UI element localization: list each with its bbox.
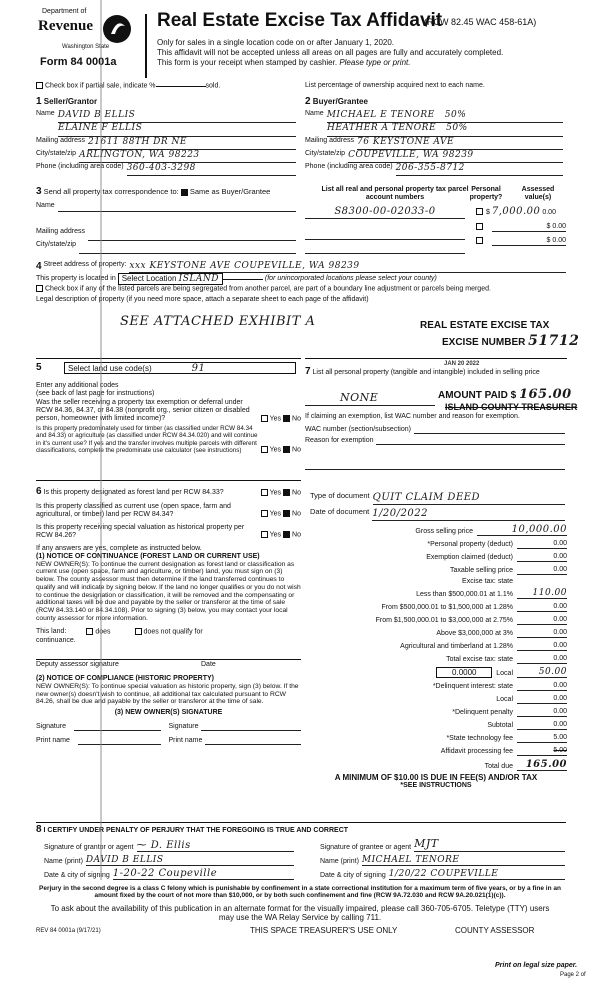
notice-1-title: (1) NOTICE OF CONTINUANCE (FOREST LAND OR CURRENT USE) <box>36 552 260 560</box>
new-owner-title: (3) NEW OWNER(S) SIGNATURE <box>114 709 223 717</box>
reason-row: Reason for exemption <box>305 437 565 445</box>
wac-row: WAC number (section/subsection) <box>305 426 565 434</box>
amount-paid: AMOUNT PAID $ 165.00 <box>438 387 572 402</box>
seller-name-1[interactable]: DAVID B ELLIS <box>58 110 296 123</box>
new-owner-signature-2[interactable] <box>201 723 301 731</box>
assessed-value-2[interactable]: $ 0.00 <box>492 223 566 232</box>
if-yes-note: If any answers are yes, complete as instructed below. <box>36 544 202 552</box>
buyer-name-1[interactable]: MICHAEL E TENORE 50% <box>327 110 563 123</box>
personal-checkbox-2[interactable] <box>476 223 485 231</box>
delinquent-interest-local[interactable]: 0.00 <box>517 695 567 704</box>
segregated-checkbox[interactable] <box>36 285 43 292</box>
notice-1-text: NEW OWNER(S): To continue the current designation as forest land or classification as current use (open space, farm and agriculture, or timber) land, you must sign on (3) below. The county assessor must then determine if the land transferred continues to qualify and will indicate by signing below. If the land no longer qualifies or you do not wish to continue the designation or classification, it will be removed and the compensating or additional taxes will be due and payable by the seller or transferor at the time of sale (RCW 84.33.140 or 84.34.108). Prior to signing (3) below, you may contact your local county assessor for more information. <box>36 560 301 622</box>
personal-checkbox-3[interactable] <box>476 237 485 245</box>
current-use-yes-checkbox[interactable] <box>261 510 268 517</box>
taxable-selling-price[interactable]: 0.00 <box>517 566 567 575</box>
grantee-block: Signature of grantee or agent MJT Name (print) MICHAEL TENORE Date & city of signing 1/20/22 COUPEVILLE <box>320 838 565 880</box>
legal-paper-note: Print on legal size paper. <box>495 962 578 969</box>
grantee-print-name[interactable]: MICHAEL TENORE <box>362 855 565 866</box>
assessed-header: Assessed value(s) <box>521 186 555 202</box>
perjury-notice: Perjury in the second degree is a class C felony which is punishable by confinement in a state correctional institution for a maximum term of five years, or by a fine in an amount fixed by the court of not more than $10,000, or by both such confinement and fine (RCW 9A.72.030 and RCW 9A.20.021(1)(c)). <box>39 885 561 900</box>
total-due[interactable]: 165.00 <box>517 759 567 772</box>
accessibility-notice: To ask about the availability of this publication in an alternate format for the visually impaired, please call 360-705-6705. Teletype (TTY) users may use the WA Relay Service by calling 711. <box>50 904 550 923</box>
current-use-no-checkbox[interactable] <box>283 510 290 517</box>
delinquent-penalty[interactable]: 0.00 <box>517 708 567 717</box>
tax-bracket-3[interactable]: 0.00 <box>517 616 567 625</box>
continuance-label: continuance. <box>36 636 76 644</box>
fold-line <box>100 0 102 880</box>
reason-field[interactable] <box>376 437 565 445</box>
form-number: Form 84 0001a <box>40 56 117 68</box>
historic-question: Is this property receiving special valuation as historical property per RCW 84.26? Yes No <box>36 523 301 539</box>
received-date-stamp: JAN 20 2022 <box>444 361 480 367</box>
timber-yes-checkbox[interactable] <box>261 446 268 453</box>
s3-city-label: City/state/zip <box>36 241 77 248</box>
timber-question: Is this property predominately used for timber (as classified under RCW 84.34 and 84.33) or agriculture (as classified under RCW 84.34.020) and will continue in it's current use? If yes and the transfer involves multiple parcels with different classifications, complete the predominate use calculator (see instructions) Yes No <box>36 425 301 454</box>
forest-no-checkbox[interactable] <box>283 489 290 496</box>
doc-date-row: Date of document 1/20/2022 <box>310 508 565 521</box>
section-7-top <box>305 358 567 359</box>
buyer-phone[interactable]: 206-355-8712 <box>396 163 563 176</box>
state-label: Washington State <box>62 44 110 50</box>
page-number: Page 2 of <box>560 972 586 978</box>
assessed-value-3[interactable]: $ 0.00 <box>492 237 566 246</box>
reason-field-2[interactable] <box>305 460 565 470</box>
header-line-2: This affidavit will not be accepted unless all areas on all pages are fully and accurately completed. <box>157 48 504 57</box>
current-use-question: Is this property classified as current use (open space, farm and agricultural, or timber) land per RCW 84.34? Yes No <box>36 502 301 518</box>
s3-name-label: Name <box>36 202 55 209</box>
revenue-emblem-icon <box>102 14 132 44</box>
assessor-space: COUNTY ASSESSOR <box>455 926 535 935</box>
seller-name-label: Name <box>36 110 55 117</box>
deputy-signature-label: Deputy assessor signature <box>36 660 119 668</box>
affidavit-fee[interactable]: 5.00 <box>517 747 567 756</box>
exemption-yes-checkbox[interactable] <box>261 415 268 422</box>
buyer-city[interactable]: COUPEVILLE, WA 98239 <box>348 150 563 163</box>
see-instructions: *SEE INSTRUCTIONS <box>400 782 472 790</box>
personal-property-deduct[interactable]: 0.00 <box>517 540 567 549</box>
new-owner-print-2[interactable] <box>205 737 301 745</box>
tax-bracket-2[interactable]: 0.00 <box>517 603 567 612</box>
partial-sale: Check box if partial sale, indicate % sold. <box>36 82 220 90</box>
buyer-name-2[interactable]: HEATHER A TENORE 50% <box>327 123 563 137</box>
revision-label: REV 84 0001a (9/17/21) <box>36 928 101 934</box>
excise-number-row: EXCISE NUMBER 51712 <box>442 333 580 349</box>
location-row: This property is located in Select Location ISLAND (for unincorporated locations please select your county) <box>36 274 437 284</box>
section-6-top <box>36 480 301 481</box>
tax-bracket-4[interactable]: 0.00 <box>517 629 567 638</box>
document-date[interactable]: 1/20/2022 <box>372 508 565 521</box>
treasurer-space: THIS SPACE TREASURER'S USE ONLY <box>250 926 398 935</box>
additional-codes-label: Enter any additional codes <box>36 382 119 389</box>
new-owner-print-1[interactable] <box>78 737 161 745</box>
grantor-block: Signature of grantor or agent ⁓ D. Ellis Name (print) DAVID B ELLIS Date & city of signing 1-20-22 Coupeville <box>44 838 294 880</box>
dept-label: Department of <box>42 8 87 15</box>
legal-description[interactable]: SEE ATTACHED EXHIBIT A <box>120 314 316 329</box>
historic-no-checkbox[interactable] <box>283 531 290 538</box>
buyer-mail-label: Mailing address <box>305 137 355 144</box>
buyer-heading: 2 Buyer/Grantee <box>305 96 368 107</box>
seller-mailing-address[interactable]: 21611 88TH DR NE <box>88 137 296 150</box>
land-use-select[interactable]: Select land use code(s) 91 <box>64 362 296 374</box>
delinquent-interest-state[interactable]: 0.00 <box>517 682 567 691</box>
forest-question: 6 Is this property designated as forest land per RCW 84.33? Yes No <box>36 486 301 497</box>
technology-fee[interactable]: 5.00 <box>517 734 567 743</box>
seller-heading: 1 Seller/Grantor <box>36 96 98 107</box>
personal-property-header: Personal property? <box>469 186 503 202</box>
deputy-row <box>36 659 301 669</box>
tax-bracket-1[interactable]: 110.00 <box>517 588 567 599</box>
buyer-name-label: Name <box>305 110 324 117</box>
doc-type-row: Type of document QUIT CLAIM DEED <box>310 492 565 505</box>
new-owner-sig-row: Signature Signature <box>36 723 301 731</box>
historic-yes-checkbox[interactable] <box>261 531 268 538</box>
s3-mail-label: Mailing address <box>36 228 86 235</box>
wac-number-field[interactable] <box>414 426 565 434</box>
location-select[interactable]: Select Location ISLAND <box>118 273 223 285</box>
parcel-number-1[interactable]: S8300-00-02033-0 <box>305 206 465 219</box>
exemption-deduct[interactable]: 0.00 <box>517 553 567 562</box>
subtotal[interactable]: 0.00 <box>517 721 567 730</box>
section-7-label: 7 List all personal property (tangible and intangible) included in selling price <box>305 366 540 377</box>
parcel-header: List all real and personal property tax parcel account numbers <box>321 186 469 202</box>
segregated-row: Check box if any of the listed parcels are being segregated from another parcel, are part of a boundary line adjustment or parcels being merged. <box>36 285 491 293</box>
revenue-label: Revenue <box>38 18 93 34</box>
seller-mail-label: Mailing address <box>36 137 86 144</box>
seller-phone[interactable]: 360-403-3298 <box>127 163 296 176</box>
timber-no-checkbox[interactable] <box>283 446 290 453</box>
forest-yes-checkbox[interactable] <box>261 489 268 496</box>
header-divider <box>145 14 147 78</box>
revenue-logo <box>32 8 132 78</box>
buyer-mailing-address[interactable]: 76 KEYSTONE AVE <box>357 137 563 150</box>
document-type[interactable]: QUIT CLAIM DEED <box>373 492 565 505</box>
gross-selling-price[interactable]: 10,000.00 <box>477 524 567 537</box>
section-5-heading: 5 <box>36 362 42 373</box>
excise-stamp-label: REAL ESTATE EXCISE TAX <box>420 320 550 331</box>
grantee-signature[interactable]: MJT <box>414 838 565 852</box>
same-as-buyer-checkbox[interactable] <box>181 189 188 196</box>
ownership-note: List percentage of ownership acquired next to each name. <box>305 82 485 89</box>
certify-statement: 8 I CERTIFY UNDER PENALTY OF PERJURY THAT THE FOREGOING IS TRUE AND CORRECT <box>36 824 349 835</box>
new-owner-print-row: Print name Print name <box>36 737 301 745</box>
section-8-top <box>36 822 566 823</box>
property-street-address[interactable]: xxx KEYSTONE AVE COUPEVILLE, WA 98239 <box>129 261 566 273</box>
legal-description-label: Legal description of property (if you need more space, attach a separate sheet to each page of the affidavit) <box>36 296 369 303</box>
s3-mail-field[interactable] <box>88 228 296 241</box>
partial-sale-checkbox[interactable] <box>36 82 43 89</box>
buyer-city-label: City/state/zip <box>305 150 346 157</box>
notice-2-title: (2) NOTICE OF COMPLIANCE (HISTORIC PROPERTY) <box>36 674 214 682</box>
section-5-body <box>36 382 301 454</box>
personal-property-list[interactable]: NONE <box>305 392 435 406</box>
grantor-signature[interactable]: ⁓ D. Ellis <box>137 840 294 853</box>
exemption-instruction: If claiming an exemption, list WAC number and reason for exemption. <box>305 413 520 420</box>
deputy-date-label: Date <box>201 660 216 668</box>
tax-agricultural[interactable]: 0.00 <box>517 642 567 651</box>
land-does-checkbox[interactable] <box>86 628 93 635</box>
header-line-3: This form is your receipt when stamped by cashier. Please type or print. <box>157 58 411 67</box>
exemption-no-checkbox[interactable] <box>283 415 290 422</box>
tax-calculation: Gross selling price 10,000.00 *Personal property (deduct) 0.00 Exemption claimed (deduct) 0.00 Taxable selling price 0.00 Excise tax: state Less than $500,000.01 at 1.1% 110.00 From $500,000.01 to $1,500,000 at 1.28% 0.00 From $1,500,000.01 to $3,000,000 at 2.75% 0.00 Above $3,000,000 at 3% 0.00 Agricultural and timberland at 1.28% 0.00 Total excise tax: state 0.00 0.0000 Local 50.00 *Delinquent interest: state 0.00 Local 0.00 *Delinquent penalty 0.00 Subtotal 0.00 *State technology fee 5.00 Affidavit processing fee 5.00 Total due 165.00 A MINIMUM OF $10.00 IS DUE IN FEE(S) AND/OR TAX *SEE INSTRUCTIONS <box>305 522 567 790</box>
seller-phone-label: Phone (including area code) <box>36 163 124 170</box>
section-3-label: 3 Send all property tax correspondence to: Same as Buyer/Grantee <box>36 186 271 197</box>
assessed-value-1[interactable]: $ 7,000.00 0.00 <box>486 206 556 217</box>
s3-name-field[interactable] <box>58 202 296 212</box>
seller-city-label: City/state/zip <box>36 150 77 157</box>
section-3-address <box>36 202 296 254</box>
new-owner-signature-1[interactable] <box>74 723 161 731</box>
street-address-row: 4 Street address of property: xxx KEYSTONE AVE COUPEVILLE, WA 98239 <box>36 261 566 273</box>
grantor-print-name[interactable]: DAVID B ELLIS <box>86 855 294 866</box>
seller-block <box>36 110 296 176</box>
total-excise-state[interactable]: 0.00 <box>517 655 567 664</box>
grantee-date-city[interactable]: 1/20/22 COUPEVILLE <box>389 869 565 880</box>
grantor-date-city[interactable]: 1-20-22 Coupeville <box>113 868 294 881</box>
land-does-not-checkbox[interactable] <box>135 628 142 635</box>
rcw-reference: (RCW 82.45 WAC 458-61A) <box>424 17 537 27</box>
exemption-question: Was the seller receiving a property tax exemption or deferral under RCW 84.36, 84.37, or 84.38 (nonprofit org., senior citizen or disabled person, homeowner with limited income)? Yes No <box>36 399 301 423</box>
s3-city-field[interactable] <box>79 241 296 254</box>
seller-name-2[interactable]: ELAINE F ELLIS <box>58 123 296 137</box>
form-title: Real Estate Excise Tax Affidavit <box>157 10 443 31</box>
personal-checkbox-1[interactable] <box>476 208 485 216</box>
buyer-block <box>305 110 563 176</box>
minimum-notice: A MINIMUM OF $10.00 IS DUE IN FEE(S) AND/OR TAX <box>334 773 538 782</box>
parcel-number-2[interactable] <box>305 230 465 240</box>
local-excise[interactable]: 50.00 <box>517 667 567 678</box>
instructions-ref: (see back of last page for instructions) <box>36 390 155 398</box>
land-qualify-row: This land: does does not qualify for <box>36 628 203 636</box>
seller-city[interactable]: ARLINGTON, WA 98223 <box>79 150 296 163</box>
parcel-number-3[interactable] <box>305 244 465 254</box>
header-line-1: Only for sales in a single location code on or after January 1, 2020. <box>157 38 395 47</box>
notice-2-text: NEW OWNER(S): To continue special valuation as historic property, sign (3) below. If the new owner(s) doesn't wish to continue, all additional tax calculated pursuant to RCW 84.26, shall be due and payable by the seller or transferor at the time of sale. <box>36 682 299 706</box>
section-6-body <box>36 486 301 745</box>
local-rate[interactable]: 0.0000 <box>436 667 492 678</box>
treasurer-stamp: ISLAND COUNTY TREASURER <box>445 402 578 412</box>
buyer-phone-label: Phone (including area code) <box>305 163 393 170</box>
